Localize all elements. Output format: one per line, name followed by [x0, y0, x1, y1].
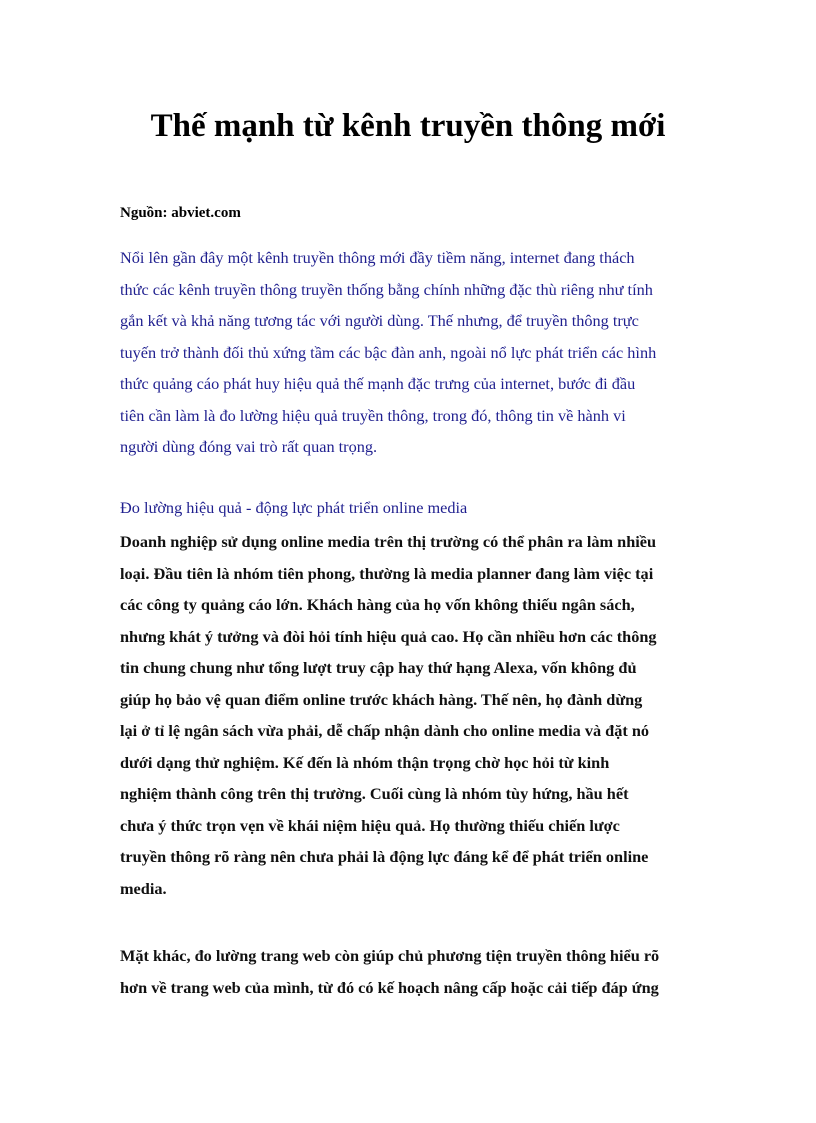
body-line: Doanh nghiệp sử dụng online media trên thị trường có thể phân ra làm nhiều [120, 532, 657, 551]
body-line: nhưng khát ý tưởng và đòi hỏi tính hiệu quả cao. Họ cần nhiều hơn các thông [120, 626, 657, 646]
intro-line: tuyến trở thành đối thủ xứng tầm các bậc đàn anh, ngoài nổ lực phát triển các hình [120, 342, 657, 362]
source-line: Nguồn: abviet.com [120, 205, 241, 221]
intro-line: người dùng đóng vai trò rất quan trọng. [120, 437, 378, 456]
intro-line: gắn kết và khả năng tương tác với người dùng. Thế nhưng, để truyền thông trực [120, 311, 639, 330]
body-line: giúp họ bảo vệ quan điểm online trước khách hàng. Thế nên, họ đành dừng [120, 689, 643, 709]
body-paragraph [120, 526, 710, 904]
page-title: Thế mạnh từ kênh truyền thông mới [150, 108, 666, 144]
body-line: nghiệm thành công trên thị trường. Cuối cùng là nhóm tùy hứng, hầu hết [120, 784, 629, 803]
body-line: dưới dạng thử nghiệm. Kế đến là nhóm thận trọng chờ học hỏi từ kinh [120, 752, 610, 772]
body-line: lại ở tỉ lệ ngân sách vừa phải, dễ chấp nhận dành cho online media và đặt nó [120, 721, 650, 740]
body-line: các công ty quảng cáo lớn. Khách hàng của họ vốn không thiếu ngân sách, [120, 595, 635, 614]
intro-line: thức các kênh truyền thông truyền thống bằng chính những đặc thù riêng như tính [120, 279, 653, 299]
body-line: loại. Đầu tiên là nhóm tiên phong, thường là media planner đang làm việc tại [120, 563, 654, 583]
body-line: truyền thông rõ ràng nên chưa phải là động lực đáng kể để phát triển online [120, 847, 649, 866]
section-heading: Đo lường hiệu quả - động lực phát triển online media [120, 498, 468, 517]
body-line: hơn về trang web của mình, từ đó có kế hoạch nâng cấp hoặc cải tiếp đáp ứng [120, 977, 659, 997]
intro-line: thức quảng cáo phát huy hiệu quả thế mạnh đặc trưng của internet, bước đi đầu [120, 374, 636, 393]
body-line: media. [120, 878, 167, 898]
body-paragraph-2 [120, 940, 710, 1003]
intro-line: tiên cần làm là đo lường hiệu quả truyền thông, trong đó, thông tin về hành vi [120, 405, 626, 425]
body-line: chưa ý thức trọn vẹn về khái niệm hiệu quả. Họ thường thiếu chiến lược [120, 815, 620, 835]
intro-paragraph [120, 242, 710, 463]
intro-line: Nổi lên gần đây một kênh truyền thông mới đầy tiềm năng, internet đang thách [120, 248, 635, 267]
body-line: tin chung chung như tổng lượt truy cập hay thứ hạng Alexa, vốn không đủ [120, 658, 637, 677]
body-line: Mặt khác, đo lường trang web còn giúp chủ phương tiện truyền thông hiểu rõ [120, 946, 660, 965]
